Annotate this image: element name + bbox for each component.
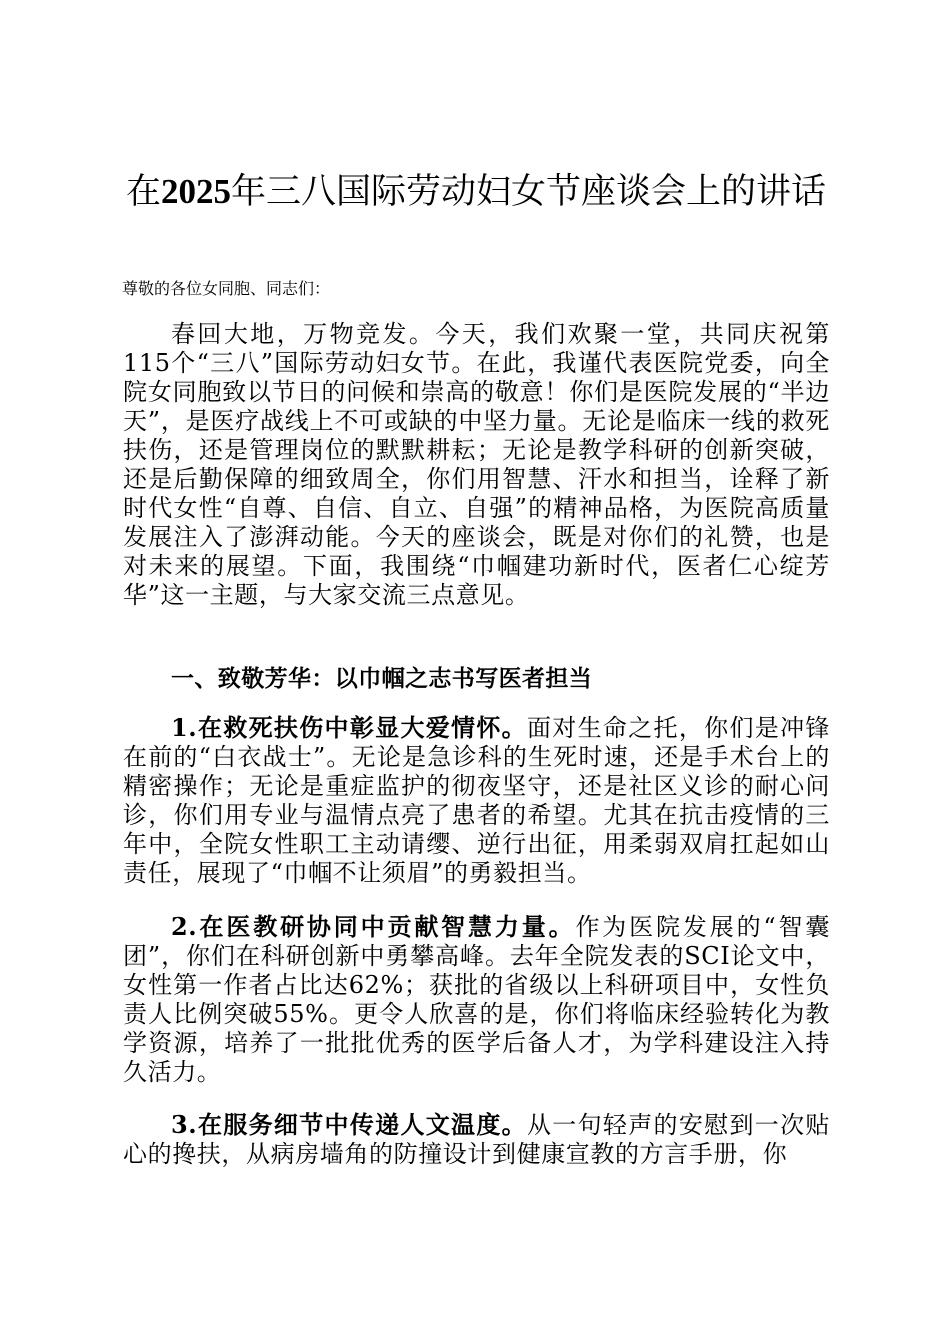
point-2-text: 作为医院发展的“智囊团”，你们在科研创新中勇攀高峰。去年全院发表的SCI论文中，女性第一作者占比达62%；获批的省级以上科研项目中，女性负责人比例突破55%。更令人欣喜的是，你们将临床经验转化为教学资源，培养了一批批优秀的医学后备人才，为学科建设注入持久活力。 bbox=[123, 913, 830, 1086]
document-title bbox=[120, 165, 832, 219]
salutation: 尊敬的各位女同胞、同志们： bbox=[122, 279, 331, 298]
point-1-lead: 1.在救死扶伤中彰显大爱情怀。 bbox=[171, 713, 527, 742]
point-1-text: 面对生命之托，你们是冲锋在前的“白衣战士”。无论是急诊科的生死时速，还是手术台上的精密操作；无论是重症监护的彻夜坚守，还是社区义诊的耐心问诊，你们用专业与温情点亮了患者的希望。尤其在抗击疫情的三年中，全院女性职工主动请缨、逆行出征，用柔弱双肩扛起如山责任，展现了“巾帼不让须眉”的勇毅担当。 bbox=[123, 714, 831, 887]
title-year: 2025 bbox=[161, 172, 231, 211]
title-suffix: 年三八国际劳动妇女节座谈会上的讲话 bbox=[231, 172, 827, 212]
point-2-lead: 2.在医教研协同中贡献智慧力量。 bbox=[171, 912, 576, 941]
point-3-lead: 3.在服务细节中传递人文温度。 bbox=[171, 1110, 527, 1139]
point-3-paragraph bbox=[123, 1110, 830, 1169]
title-prefix: 在 bbox=[125, 172, 161, 212]
point-3-text: 从一句轻声的安慰到一次贴心的搀扶，从病房墙角的防撞设计到健康宣教的方言手册，你 bbox=[123, 1111, 831, 1168]
intro-paragraph: 春回大地，万物竞发。今天，我们欢聚一堂，共同庆祝第115个“三八”国际劳动妇女节。在此，我谨代表医院党委，向全院女同胞致以节日的问候和崇高的敬意！你们是医院发展的“半边天”，是医疗战线上不可或缺的中坚力量。无论是临床一线的救死扶伤，还是管理岗位的默默耕耘；无论是教学科研的创新突破，还是后勤保障的细致周全，你们用智慧、汗水和担当，诠释了新时代女性“自尊、自信、自立、自强”的精神品格，为医院高质量发展注入了澎湃动能。今天的座谈会，既是对你们的礼赞，也是对未来的展望。下面，我围绕“巾帼建功新时代，医者仁心绽芳华”这一主题，与大家交流三点意见。 bbox=[123, 320, 830, 609]
section-heading-1: 一、致敬芳华：以巾帼之志书写医者担当 bbox=[171, 665, 593, 692]
point-1-paragraph bbox=[123, 713, 830, 888]
point-2-paragraph bbox=[123, 912, 830, 1087]
